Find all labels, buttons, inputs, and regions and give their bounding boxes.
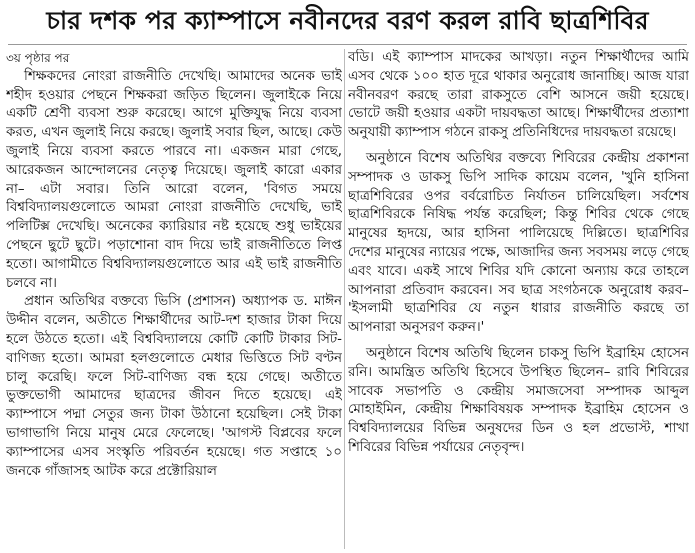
article-paragraph: অনুষ্ঠানে বিশেষ অতিথি ছিলেন চাকসু ভিপি ইব্রাহিম হোসেন রনি। আমন্ত্রিত অতিথি হিসেবে উপস্থিত ছিলেন– রাবি শিবিরের সাবেক সভাপতি ও কেন্দ্রীয় সমাজসেবা সম্পাদক আব্দুল মোহাইমিন, কেন্দ্রীয় শিক্ষাবিষয়ক সম্পাদক ইব্রাহিম হোসেন ও বিশ্ববিদ্যালয়ের বিভিন্ন অনুষদের ডিন ও হল প্রভোস্ট, শাখা শিবিরের বিভিন্ন পর্যায়ের নেতৃবৃন্দ। [348,345,689,455]
headline: চার দশক পর ক্যাম্পাসে নবীনদের বরণ করল রাবি ছাত্রশিবির [46,5,649,35]
left-column [6,49,342,553]
article-paragraph: বডি। এই ক্যাম্পাস মাদকের আখড়া। নতুন শিক্ষার্থীদের আমি এসব থেকে ১০০ হাত দূরে থাকার অনুরোধ জানাচ্ছি। আজ যারা নবীনবরণ করছে তারা রাকসুতে বেশি আসনে জয়ী হয়েছে। ভোটে জয়ী হওয়ার একটা দায়বদ্ধতা আছে। শিক্ষার্থীদের প্রত্যাশা অনুযায়ী ক্যাম্পাস গঠনে রাকসু প্রতিনিধিদের দায়বদ্ধতা রয়েছে। [348,50,689,141]
continuation-note: ৩য় পৃষ্ঠার পর [6,51,70,65]
right-column [348,49,689,553]
headline-rule [8,44,687,45]
article-paragraph: প্রধান অতিথির বক্তব্যে ভিসি (প্রশাসন) অধ্যাপক ড. মাঈন উদ্দীন বলেন, অতীতে শিক্ষার্থীদের আট-দশ হাজার টাকা দিয়ে হলে উঠতে হতো। এই বিশ্ববিদ্যালয়ে কোটি কোটি টাকার সিট-বাণিজ্য হতো। আমরা হলগুলোতে মেধার ভিত্তিতে সিট বণ্টন চালু করেছি। ফলে সিট-বাণিজ্য বন্ধ হয়ে গেছে। অতীতে ভুক্তভোগী আমাদের ছাত্রদের জীবন দিতে হয়েছে। এই ক্যাম্পাসে পদ্মা সেতুর জন্য টাকা উঠানো হয়েছিল। সেই টাকা ভাগাভাগি নিয়ে মানুষ মেরে ফেলেছে। 'আগস্ট বিপ্লবের ফলে ক্যাম্পাসের এসব সংস্কৃতি পরিবর্তন হয়েছে। গত সপ্তাহে ১০ জনকে গাঁজাসহ আটক করে প্রক্টোরিয়াল [6,294,342,479]
column-divider [344,49,345,549]
article-paragraph: অনুষ্ঠানে বিশেষ অতিথির বক্তব্যে শিবিরের কেন্দ্রীয় প্রকাশনা সম্পাদক ও ডাকসু ভিপি সাদিক কায়েম বলেন, 'খুনি হাসিনা ছাত্রশিবিরের ওপর বর্বরোচিত নির্যাতন চালিয়েছিল। সর্বশেষ ছাত্রশিবিরকে নিষিদ্ধ পর্যন্ত করেছিল; কিন্তু শিবির থেকে গেছে মানুষের হৃদয়ে, আর হাসিনা পালিয়েছে দিল্লিতে। ছাত্রশিবির দেশের মানুষের ন্যায়ের পক্ষে, আজাদির জন্য সবসময় লড়ে গেছে এবং যাবে। একই সাথে শিবির যদি কোনো অন্যায় করে তাহলে আপনারা প্রতিবাদ করবেন। সব ছাত্র সংগঠনকে অনুরোধ করব– 'ইসলামী ছাত্রশিবির যে নতুন ধারার রাজনীতি করছে তা আপনারা অনুসরণ করুন।' [348,150,689,336]
article-paragraph: শিক্ষকদের নোংরা রাজনীতি দেখেছি। আমাদের অনেক ভাই শহীদ হওয়ার পেছনে শিক্ষকরা জড়িত ছিলেন। জুলাইকে নিয়ে একটি শ্রেণী ব্যবসা শুরু করেছে। আগে মুক্তিযুদ্ধ নিয়ে ব্যবসা করত, এখন জুলাই নিয়ে করছে। জুলাই সবার ছিল, আছে। কেউ জুলাই নিয়ে ব্যবসা করতে পারবে না। একজন মারা গেছে, আরেকজন আন্দোলনের নেতৃত্ব দিয়েছে। জুলাই কারো একার না– এটা সবার। তিনি আরো বলেন, 'বিগত সময়ে বিশ্ববিদ্যালয়গুলোতে আমরা নোংরা রাজনীতি দেখেছি, ভাই পলিটিক্স দেখেছি। অনেকের ক্যারিয়ার নষ্ট হয়েছে শুধু ভাইয়ের পেছনে ছুটে ছুটে। পড়াশোনা বাদ দিয়ে ভাই রাজনীতিতে লিপ্ত হতো। আগামীতে বিশ্ববিদ্যালয়গুলোতে আর এই ভাই রাজনীতি চলবে না। [6,68,342,291]
